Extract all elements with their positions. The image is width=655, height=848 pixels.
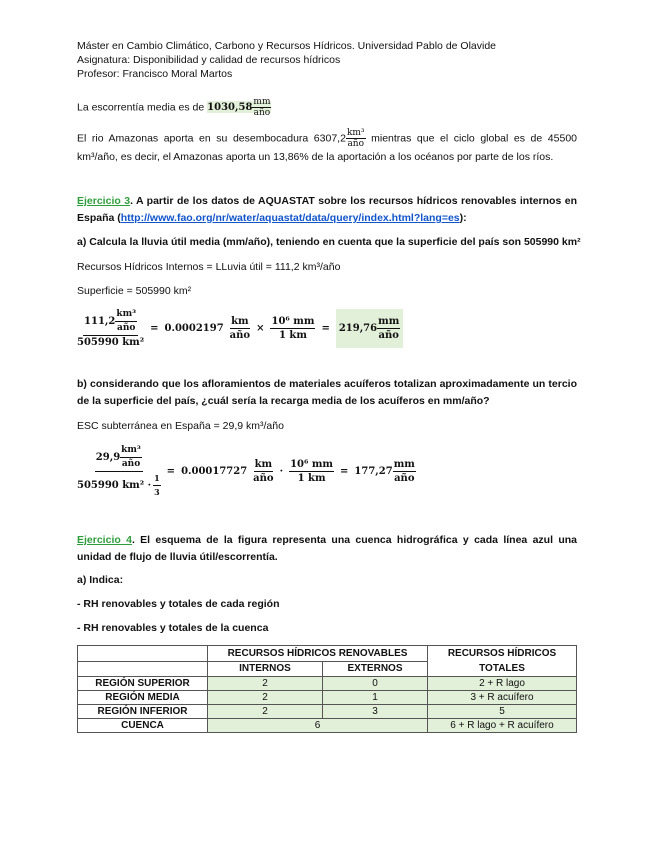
externos-cell: 3 (323, 705, 428, 719)
resources-table (77, 645, 577, 733)
num: 10⁶ mm (290, 459, 334, 470)
internos-cell: 2 (208, 677, 323, 691)
den: 1 km (278, 330, 307, 341)
question-b: b) considerando que los afloramientos de materiales acuíferos totalizan aproximadamente un tercio de la superficie del país, ¿cuál sería la recarga media de los acuíferos en mm/año? (77, 378, 577, 407)
header-line: Asignatura: Disponibilidad y calidad de recursos hídricos (77, 54, 341, 66)
fraction (77, 308, 144, 349)
den: año (121, 459, 141, 469)
fraction (346, 128, 366, 149)
den: año (394, 473, 415, 484)
renovables-cell: 6 (208, 719, 428, 733)
totales-cell: 3 + R acuífero (428, 691, 577, 705)
fraction (252, 97, 271, 118)
header-line: Profesor: Francisco Moral Martos (77, 68, 233, 80)
fraction (289, 458, 334, 485)
result-box (336, 309, 403, 348)
equals: = (340, 466, 349, 477)
header-line: Máster en Cambio Climático, Carbono y Recursos Hídricos. Universidad Pablo de Olavide (77, 40, 497, 52)
num: km³ (346, 128, 365, 138)
region-cell: CUENCA (78, 719, 208, 733)
den: año (117, 323, 136, 333)
fraction (377, 315, 400, 342)
num: 111,2 (84, 316, 116, 327)
value: 1030,58 (207, 102, 253, 114)
den: 1 km (297, 473, 326, 484)
table-row (78, 691, 577, 705)
num: 1 (153, 472, 161, 486)
totales-cell: 5 (428, 705, 577, 719)
empty-header (78, 646, 208, 662)
den: 3 (154, 487, 160, 497)
table-row (78, 719, 577, 733)
dot: · (279, 466, 284, 477)
equation-2 (77, 444, 416, 499)
value: 0.0002197 (164, 323, 224, 334)
bullet-item: - RH renovables y totales de cada región (77, 598, 280, 610)
question-a (77, 236, 581, 248)
fraction (230, 315, 250, 342)
num: mm (253, 97, 271, 107)
fraction (253, 458, 273, 485)
den: 505990 km² (77, 337, 145, 348)
value: 505990 km² (523, 236, 581, 248)
result: 177,27 (354, 466, 393, 477)
equals: = (321, 323, 330, 334)
text: a) Calcula la lluvia útil media (mm/año), teniendo en cuenta que la superficie del país son (77, 236, 524, 248)
ejercicio3-paragraph (77, 193, 577, 227)
num: km (254, 459, 273, 470)
equals: = (166, 466, 176, 477)
bullet-item: - RH renovables y totales de la cuenca (77, 622, 269, 634)
region-cell: REGIÓN MEDIA (78, 691, 208, 705)
ejercicio-label: Ejercicio 4 (77, 534, 132, 546)
header-renovables: RECURSOS HÍDRICOS RENOVABLES (208, 646, 428, 662)
superficie-line: Superficie = 505990 km² (77, 285, 192, 297)
num: km³ (115, 308, 137, 322)
ejercicio4-paragraph (77, 532, 577, 566)
num: 10⁶ mm (271, 316, 315, 327)
text: mientras que el ciclo global es de 45500 km³/año, es decir, el Amazonas aporta un 13,86% de la aportación a los océanos por parte de los ríos. (77, 132, 577, 163)
fraction (270, 315, 315, 342)
amazonas-paragraph (77, 128, 577, 166)
value: 0.00017727 (181, 466, 248, 477)
text: . El esquema de la figura representa una cuenca hidrográfica y cada línea azul una unidad de flujo de lluvia útil/escorrentía. (77, 534, 577, 563)
num: mm (378, 316, 400, 327)
den: año (253, 473, 274, 484)
table-row (78, 705, 577, 719)
externos-cell: 1 (323, 691, 428, 705)
header-totales: RECURSOS HÍDRICOS TOTALES (428, 646, 577, 677)
den: 505990 km² · (77, 480, 152, 491)
fraction (393, 458, 416, 485)
rhi-line: Recursos Hídricos Internos = LLuvia útil = 111,2 km³/año (77, 261, 341, 273)
result: 219,76 (338, 323, 378, 334)
text: . A partir de los datos de AQUASTAT sobre los recursos hídricos renovables internos en España ( (77, 195, 578, 224)
num: 29,9 (95, 452, 121, 463)
externos-cell: 0 (323, 677, 428, 691)
num: mm (393, 459, 415, 470)
escorrentia-result (207, 97, 271, 118)
internos-cell: 2 (208, 691, 323, 705)
table-row (78, 677, 577, 691)
header-internos: INTERNOS (208, 661, 323, 677)
totales-cell: 2 + R lago (428, 677, 577, 691)
aquastat-link[interactable]: http://www.fao.org/nr/water/aquastat/data/query/index.html?lang=es (120, 212, 460, 224)
den: año (229, 330, 251, 341)
equation-1 (77, 308, 403, 349)
den: año (347, 139, 365, 149)
fraction (77, 444, 161, 499)
result (354, 458, 415, 485)
empty-header (78, 661, 208, 677)
times: × (256, 323, 265, 334)
region-cell: REGIÓN SUPERIOR (78, 677, 208, 691)
region-cell: REGIÓN INFERIOR (78, 705, 208, 719)
totales-cell: 6 + R lago + R acuífero (428, 719, 577, 733)
escorrentia-line (77, 97, 271, 118)
text: ): (459, 212, 467, 224)
num: km (231, 316, 249, 327)
esc-line: ESC subterránea en España = 29,9 km³/año (77, 420, 284, 432)
num: km³ (120, 444, 142, 458)
internos-cell: 2 (208, 705, 323, 719)
ejercicio-label: Ejercicio 3 (77, 195, 131, 207)
text: El rio Amazonas aporta en su desembocadura 6307,2 (77, 132, 346, 145)
den: año (253, 108, 271, 118)
header-externos: EXTERNOS (323, 661, 428, 677)
equals: = (150, 323, 159, 334)
den: año (378, 330, 399, 341)
text: La escorrentía media es de (77, 101, 208, 114)
indica-line: a) Indica: (77, 574, 124, 586)
